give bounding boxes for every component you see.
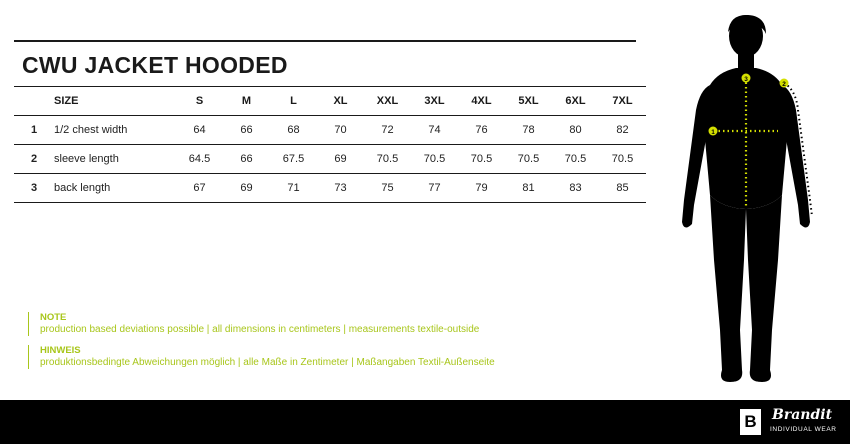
table-cell: 72 — [364, 116, 411, 145]
row-number: 3 — [14, 174, 54, 203]
table-row — [14, 145, 646, 174]
size-header: 4XL — [458, 87, 505, 116]
svg-text:1: 1 — [711, 128, 715, 136]
table-cell: 71 — [270, 174, 317, 203]
table-cell: 78 — [505, 116, 552, 145]
chart-title: CWU JACKET HOODED — [22, 52, 288, 78]
row-label: sleeve length — [54, 145, 176, 174]
footer-bar — [0, 400, 850, 444]
table-cell: 75 — [364, 174, 411, 203]
table-cell: 79 — [458, 174, 505, 203]
body-silhouette-icon — [670, 10, 840, 390]
table-cell: 69 — [317, 145, 364, 174]
table-cell: 82 — [599, 116, 646, 145]
size-header-label: SIZE — [54, 87, 176, 116]
header-blank — [14, 87, 54, 116]
brand-logo-icon: B — [740, 409, 761, 435]
size-header: XL — [317, 87, 364, 116]
table-cell: 67.5 — [270, 145, 317, 174]
svg-text:3: 3 — [744, 75, 748, 83]
size-header: 6XL — [552, 87, 599, 116]
size-header: 3XL — [411, 87, 458, 116]
table-cell: 68 — [270, 116, 317, 145]
row-number: 2 — [14, 145, 54, 174]
table-cell: 67 — [176, 174, 223, 203]
size-header: M — [223, 87, 270, 116]
table-cell: 81 — [505, 174, 552, 203]
svg-text:2: 2 — [782, 80, 786, 88]
table-cell: 70.5 — [505, 145, 552, 174]
table-cell: 70.5 — [458, 145, 505, 174]
table-row — [14, 174, 646, 203]
row-number: 1 — [14, 116, 54, 145]
size-header-row — [14, 87, 646, 116]
note-text: production based deviations possible | all dimensions in centimeters | measurements textile-outside — [40, 324, 480, 335]
table-cell: 74 — [411, 116, 458, 145]
note-block-de — [28, 345, 628, 369]
table-cell: 70.5 — [364, 145, 411, 174]
size-chart — [14, 40, 636, 203]
table-cell: 64 — [176, 116, 223, 145]
size-header: L — [270, 87, 317, 116]
table-row — [14, 116, 646, 145]
table-cell: 70.5 — [411, 145, 458, 174]
brand-tagline: INDIVIDUAL WEAR — [770, 426, 837, 433]
note-block-en — [28, 312, 628, 336]
table-cell: 76 — [458, 116, 505, 145]
brand-name: Brandit — [772, 407, 833, 423]
table-cell: 70.5 — [599, 145, 646, 174]
row-label: 1/2 chest width — [54, 116, 176, 145]
table-cell: 80 — [552, 116, 599, 145]
size-header: 5XL — [505, 87, 552, 116]
note-heading: NOTE — [40, 312, 67, 323]
table-cell: 70.5 — [552, 145, 599, 174]
notes — [28, 312, 628, 378]
row-label: back length — [54, 174, 176, 203]
table-cell: 73 — [317, 174, 364, 203]
size-header: S — [176, 87, 223, 116]
table-cell: 85 — [599, 174, 646, 203]
table-cell: 77 — [411, 174, 458, 203]
table-cell: 83 — [552, 174, 599, 203]
table-cell: 66 — [223, 116, 270, 145]
size-header: XXL — [364, 87, 411, 116]
hinweis-heading: HINWEIS — [40, 345, 81, 356]
table-cell: 70 — [317, 116, 364, 145]
table-cell: 66 — [223, 145, 270, 174]
size-header: 7XL — [599, 87, 646, 116]
body-figure — [670, 10, 840, 390]
table-cell: 64.5 — [176, 145, 223, 174]
size-table — [14, 86, 646, 203]
table-cell: 69 — [223, 174, 270, 203]
hinweis-text: produktionsbedingte Abweichungen möglich | alle Maße in Zentimeter | Maßangaben Textil-Außenseite — [40, 357, 495, 368]
